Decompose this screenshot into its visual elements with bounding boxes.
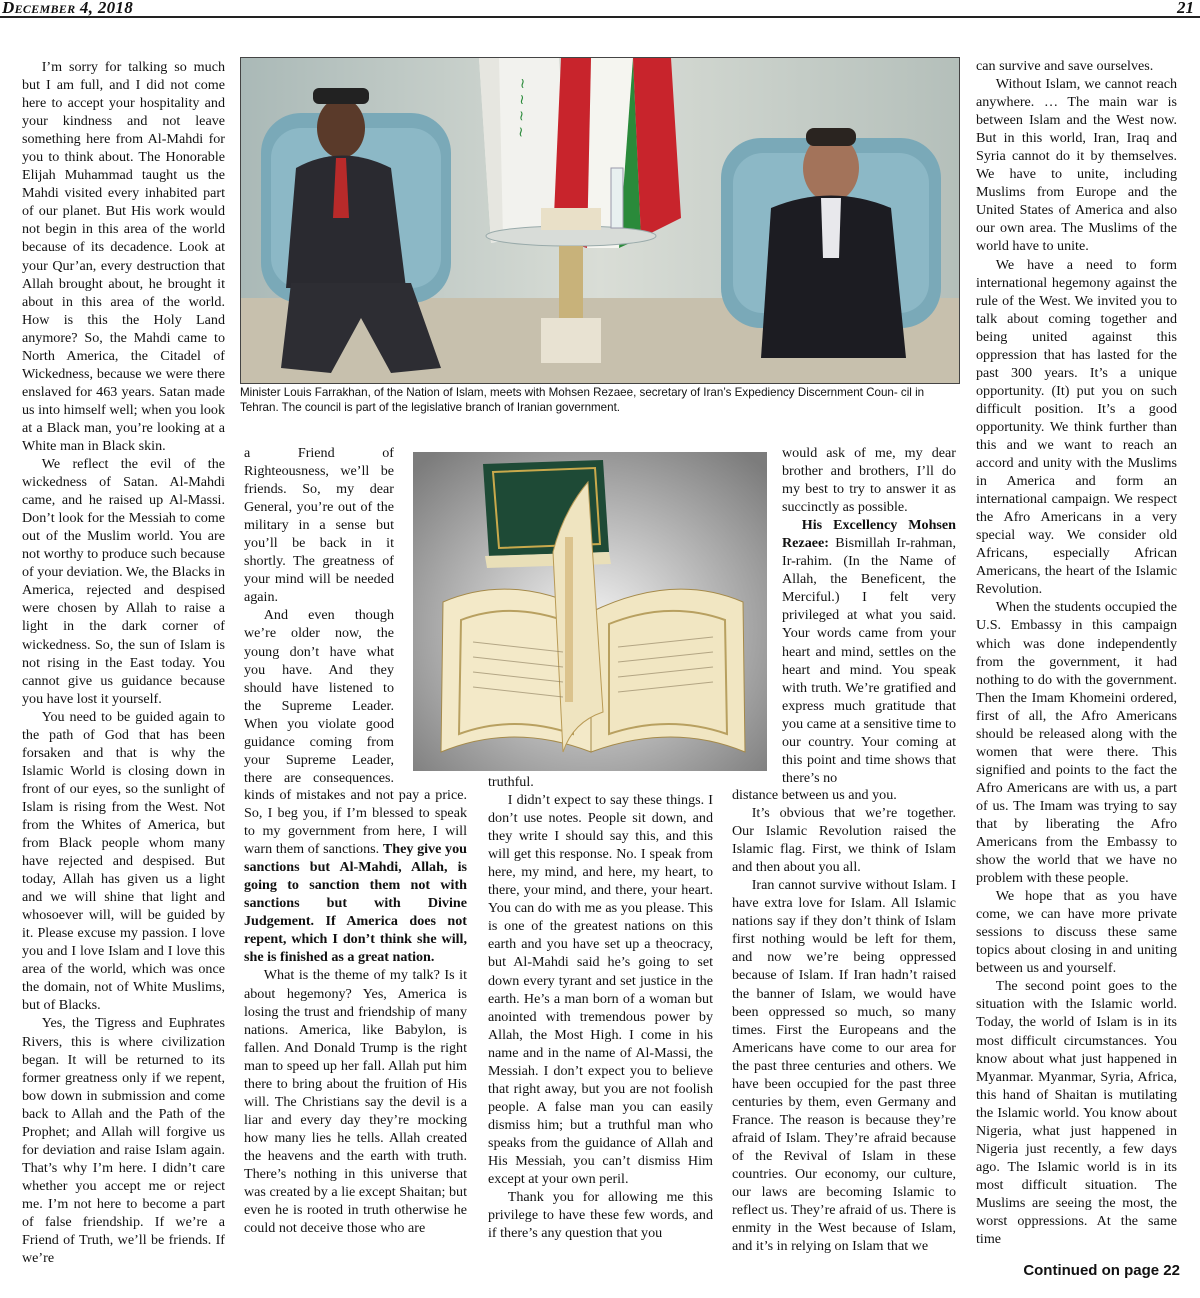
quran-book-illustration (413, 452, 767, 771)
col5-paragraph: Without Islam, we cannot reach anywhere. … The main war is between Islam and the West now. But in this world, Iran, Iraq and Syria cannot do it by themselves. We have to unite, including Muslims from Europe and the United States of America and also our own area. The Muslims of the world have to unite. (976, 76, 1177, 255)
continued-on-link[interactable]: Continued on page 22 (1023, 1262, 1180, 1279)
column-1 (22, 58, 225, 1283)
photo-caption: Minister Louis Farrakhan, of the Nation of Islam, meets with Mohsen Rezaee, secretary of Iran’s Expediency Discernment Coun- cil in Tehran. The council is part of the legislative branch of Iranian government. (240, 386, 925, 414)
col2-paragraph (244, 786, 467, 966)
column-3 (488, 773, 713, 1285)
col5-paragraph: We hope that as you have come, we can have more private sessions to discuss these same topics about closing in and uniting between us and yourself. (976, 888, 1177, 977)
column-4-upper (782, 444, 956, 786)
col1-paragraph: Yes, the Tigress and Euphrates Rivers, this is where civilization began. It will be returned to its former greatness only if we repent, bow down in submission and come back to Allah and the Path of the Prophet; and Allah will forgive us for deviation and raise Islam again. That’s why I’m here. I didn’t care whether you accept me or reject me. I’m not here to become a part of false friendship. If we’re a Friend of Truth, we’ll be friends. If we’re (22, 1015, 225, 1267)
column-2-lower (244, 786, 467, 1286)
col2-paragraph: What is the theme of my talk? Is it about hegemony? Yes, America is losing the trust and friendship of many nations. America, like Babylon, is fallen. And Donald Trump is the right man to speed up her fall. Allah put him there to bring about the fruition of His will. The Christians say the devil is a liar and every day they’re mocking how many lies he tells. Allah created the heavens and the earth with truth. There’s nothing in this universe that was created by a lie except Shaitan; but even he is rooted in truth otherwise he could not deceive those who are (244, 967, 467, 1237)
col2-text: kinds of mistakes and not pay a price. So, I beg you, if I’m blessed to speak to my government from here, I will warn them of sanctions. (244, 787, 467, 858)
col4-paragraph: Iran cannot survive without Islam. I have extra love for Islam. All Islamic nations say if they don’t think of Islam first nothing would be left for them, and now we’re being oppressed because of Islam. If Iran hadn’t raised the banner of Islam, we would have been oppressed so much, so many times. First the Europeans and the Americans have come to our area for the past three centuries and others. We have been occupied for the past three centuries by them, even Germany and France. The reason is because they’re afraid of Islam. They’re afraid because of the Revival of Islam in these countries. Our economy, our culture, our laws are becoming Islamic to reflect us. They’re afraid of us. There is enmity in the West because of Islam, and it’s in relying on Islam that we (732, 877, 956, 1255)
col2-paragraph: And even though we’re older now, the young don’t have what you have. And they should have listened to the Supreme Leader. When you violate good guidance coming from your Supreme Leader, there are consequences. (244, 607, 394, 784)
issue-date: December 4, 2018 (2, 0, 134, 17)
col1-paragraph: You need to be guided again to the path of God that has been forsaken and that is why the Islamic World is closing down in front of our eyes, so the sunlight of Islam is rising from the West. Not from the Whites of America, but from Black people whom many have rejected and despised. But today, Allah has given us a light and we will shine that light and whosoever will, will be guided by it. Please excuse my passion. I love you and I love Islam and I love this area of the world, which was once the domain, not of White Muslims, but of Blacks. (22, 708, 225, 1014)
col3-paragraph: Thank you for allowing me this privilege to have these few words, and if there’s any question that you (488, 1189, 713, 1242)
col4-paragraph: It’s obvious that we’re together. Our Islamic Revolution raised the Islamic flag. First, we think of Islam and then about you all. (732, 805, 956, 876)
col2-bold-text: They give you sanctions but Al-Mahdi, Allah, is going to sanction them not with sanctions but with Divine Judgement. If America does not repent, which I don’t think she will, she is finished as a great nation. (244, 841, 467, 966)
col5-paragraph: We have a need to form international hegemony against the rule of the West. We invited you to talk about coming together and being united against this oppression that has lasted for the past 300 years. It’s a unique opportunity. (It) put you on such difficult position. It’s a good opportunity. We think further than this and we want to reach an accord and unity with the Muslims in America and form an international campaign. We respect the Afro Americans in a very special way. We consider old Africans, especially African Americans, the heart of the Islamic Revolution. (976, 256, 1177, 598)
column-5 (976, 57, 1177, 1262)
col1-paragraph: We reflect the evil of the wickedness of Satan. Al-Mahdi came, and he raised up Al-Massi. Don’t look for the Messiah to come out of the Muslim world. You are not worthy to produce such because of your deviation. We, the Blacks in America, rejected and despised were chosen by Allah to raise a light in the dark corner of wickedness. So, the sun of Islam is not rising in the East today. You cannot give us guidance because you have lost it yourself. (22, 456, 225, 707)
col4-paragraph (782, 516, 956, 786)
column-4-lower (732, 786, 956, 1286)
meeting-photo (240, 57, 960, 384)
col4-paragraph: distance between us and you. (732, 787, 897, 803)
meeting-photo-illustration (241, 58, 959, 383)
page-header (0, 0, 1200, 18)
col4-paragraph: would ask of me, my dear brother and brothers, I’ll do my best to try to answer it as succinctly as possible. (782, 445, 956, 516)
quran-photo (413, 452, 767, 771)
svg-text:~ ~ ~ ~: ~ ~ ~ ~ (513, 77, 532, 139)
col3-paragraph: I didn’t expect to say these things. I don’t use notes. People sit down, and they write I should say this, and this will get this response. No. I speak from here, my mind, and here, my heart, to there, your mind, and there, your heart. You can do with me as you please. This is one of the greatest nations on this earth and you have set up a theocracy, but Al-Mahdi said he’s going to set down every tyrant and set justice in the earth. He’s a man born of a woman but anointed with tremendous power by Allah, the Most High. I come in his name and in the name of Al-Massi, the Messiah. I don’t expect you to believe that right away, but you are not foolish people. A false man you can easily dismiss him; but a truthful man who speaks from the guidance of Allah and His Messiah, you can’t dismiss Him except at your own peril. (488, 792, 713, 1188)
col3-paragraph: truthful. (488, 774, 534, 790)
column-2-upper (244, 444, 394, 784)
speaker-name: His Excellency Mohsen Rezaee: (782, 517, 956, 552)
col5-paragraph: can survive and save ourselves. (976, 58, 1154, 74)
col1-paragraph: I’m sorry for talking so much but I am full, and I did not come here to accept your hospitality and your kindness and not leave something here from Al-Mahdi for you to think about. The Honorable Elijah Muhammad taught us the Mahdi visited every inhabited part of our planet. But His work would not begin in this area of the world because of its decadence. Look at your Qur’an, every destruction that Allah brought about, he brought it about in this area of the world. How is this the Holy Land anymore? So, the Mahdi came to North America, the Citadel of Wickedness, because we were there enslaved for 463 years. Satan made us into himself well; when you look at a Black man, you’re looking at a White man in Black skin. (22, 59, 225, 454)
col5-paragraph: The second point goes to the situation with the Islamic world. Today, the world of Islam is in its most difficult circumstances. You know about what just happened in Myanmar. Myanmar, Syria, Africa, this hand of Shaitan is mutilating the Islamic world. You know about Nigeria, what just happened in Nigeria just recently, a few days ago. The Islamic world is in its most difficult situation. The Muslims are seeing the most, the worst oppressions. At the same time (976, 978, 1177, 1248)
col4-text: Bismillah Ir-rahman, Ir-rahim. (In the Name of Allah, the Beneficent, the Merciful.) I felt very privileged at what you said. Your words came from your heart and mind, settles on the heart and mind. You speak with truth. We’re gratified and express much gratitude that you came at a sensitive time to our country. Your coming at this point and time shows that there’s no (782, 535, 956, 786)
col2-paragraph: a Friend of Righteousness, we’ll be friends. So, my dear General, you’re out of the military in a sense but you’ll be back in it shortly. The greatness of your mind will be needed again. (244, 445, 394, 606)
page-number: 21 (1177, 0, 1194, 17)
col5-paragraph: When the students occupied the U.S. Embassy in this campaign which was done independently from the government, it had nothing to do with the government. Then the Imam Khomeini ordered, first of all, the Afro Americans should be released along with the women that were there. This signified and points to the fact the Afro Americans are with us, a part of us. The Imam was trying to say that by liberating the Afro Americans from the Embassy to show the world that we have no problem with these people. (976, 599, 1177, 887)
